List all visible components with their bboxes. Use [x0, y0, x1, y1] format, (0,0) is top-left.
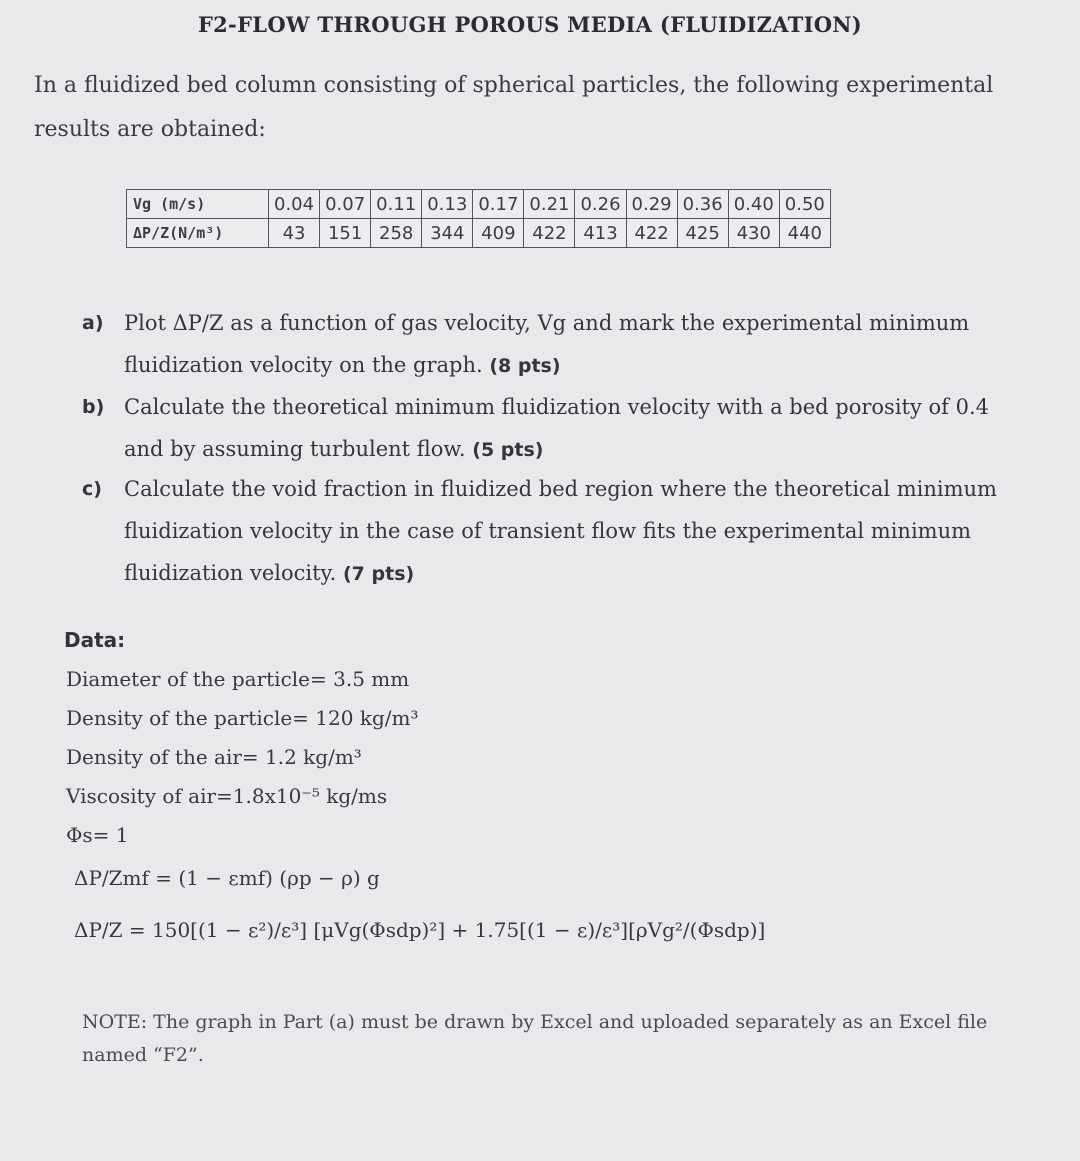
- question-b-points: (5 pts): [472, 439, 544, 461]
- velocity-cell: 0.13: [422, 190, 473, 219]
- pressure-cell: 43: [269, 219, 320, 248]
- intro-paragraph: In a fluidized bed column consisting of spherical particles, the following experimental results are obtained:: [34, 73, 994, 142]
- data-item: Density of the particle= 120 kg/m³: [66, 706, 419, 730]
- question-a-text: Plot ΔP/Z as a function of gas velocity, Vg and mark the experimental minimum fluidization velocity on the graph.: [124, 311, 970, 377]
- data-item: Diameter of the particle= 3.5 mm: [66, 667, 410, 691]
- velocity-cell: 0.17: [473, 190, 524, 219]
- pressure-row: [127, 219, 831, 248]
- experimental-results-table: [126, 189, 831, 248]
- question-c-label: c): [82, 478, 102, 500]
- page-title: F2-FLOW THROUGH POROUS MEDIA (FLUIDIZATION): [197, 12, 863, 37]
- pressure-cell: 422: [626, 219, 677, 248]
- data-item: Φs= 1: [66, 823, 129, 847]
- question-c: [82, 468, 1017, 595]
- velocity-header: Vg (m/s): [127, 190, 269, 219]
- note-text: NOTE: The graph in Part (a) must be drawn by Excel and uploaded separately as an Excel file named “F2”.: [82, 1011, 988, 1066]
- equation-ergun: ΔP/Z = 150[(1 − ε²)/ε³] [μVg(Φsdp)²] + 1.75[(1 − ε)/ε³][ρVg²/(Φsdp)]: [74, 918, 766, 942]
- pressure-cell: 422: [524, 219, 575, 248]
- pressure-cell: 430: [728, 219, 779, 248]
- question-a: [82, 302, 1017, 387]
- velocity-row: [127, 190, 831, 219]
- pressure-cell: 151: [320, 219, 371, 248]
- question-a-points: (8 pts): [489, 355, 561, 377]
- velocity-cell: 0.07: [320, 190, 371, 219]
- data-item: Density of the air= 1.2 kg/m³: [66, 745, 362, 769]
- velocity-cell: 0.36: [677, 190, 728, 219]
- question-c-text: Calculate the void fraction in fluidized bed region where the theoretical minimum fluidization velocity in the case of transient flow fits the experimental minimum fluidization velocity.: [124, 477, 997, 585]
- pressure-cell: 413: [575, 219, 626, 248]
- velocity-cell: 0.11: [371, 190, 422, 219]
- data-list: [66, 660, 418, 855]
- pressure-cell: 440: [779, 219, 830, 248]
- question-b-label: b): [82, 396, 105, 418]
- pressure-cell: 409: [473, 219, 524, 248]
- data-item: Viscosity of air=1.8x10⁻⁵ kg/ms: [66, 784, 388, 808]
- velocity-cell: 0.50: [779, 190, 830, 219]
- velocity-cell: 0.26: [575, 190, 626, 219]
- pressure-cell: 425: [677, 219, 728, 248]
- pressure-header: ΔP/Z(N/m³): [127, 219, 269, 248]
- question-b: [82, 386, 1017, 471]
- data-heading: Data:: [64, 628, 126, 652]
- equation-min-fluidization: ΔP/Zmf = (1 − εmf) (ρp − ρ) g: [74, 866, 380, 890]
- question-a-label: a): [82, 312, 104, 334]
- question-b-text: Calculate the theoretical minimum fluidization velocity with a bed porosity of 0.4 and by assuming turbulent flow.: [124, 395, 989, 461]
- pressure-cell: 344: [422, 219, 473, 248]
- question-c-points: (7 pts): [343, 563, 415, 585]
- pressure-cell: 258: [371, 219, 422, 248]
- velocity-cell: 0.21: [524, 190, 575, 219]
- velocity-cell: 0.40: [728, 190, 779, 219]
- velocity-cell: 0.29: [626, 190, 677, 219]
- velocity-cell: 0.04: [269, 190, 320, 219]
